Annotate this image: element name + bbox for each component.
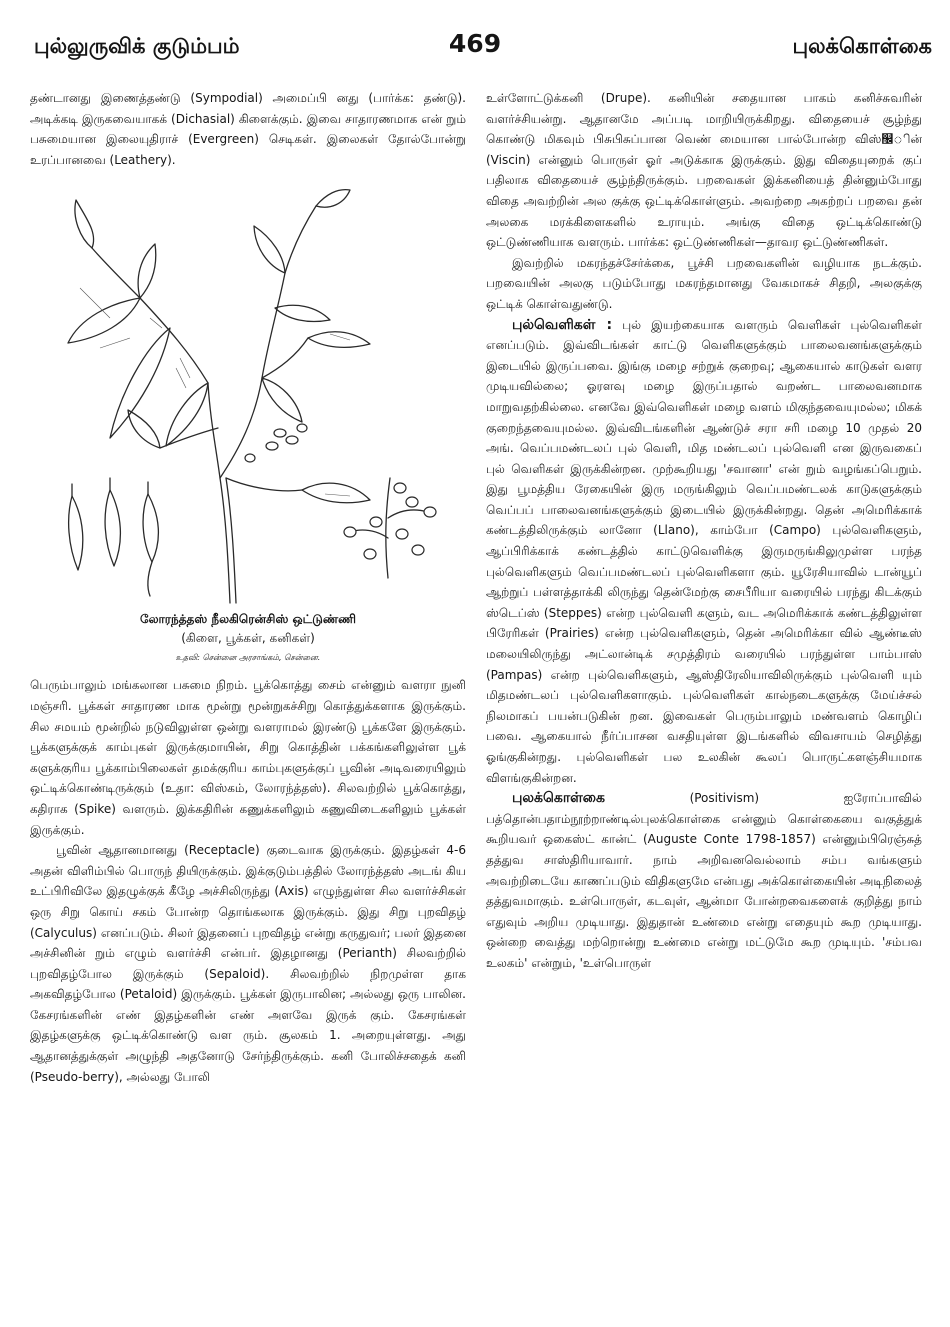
figure-caption-subtitle: (கிளை, பூக்கள், கனிகள்) [181,631,315,646]
left-column [30,88,466,1087]
entry-text-positivism: (Positivism) ஐரோப்பாவில் பத்தொன்பதாம்நூற்றாண்டில்புலக்கொள்கை என்னும் கொள்கையை வகுத்துக் கூறியவர் ஒகைஸ்ட் கான்ட் (Auguste Conte 1798-1857) என்னும்பிரெஞ்சுத் தத்துவ சாஸ்திரியாவார். நாம் அறிவனவெல்லாம் சம்ப வங்களும் அவற்றிடையே காணப்படும் விதிகளுமே என்பது அக்கொள்கையின் அடிநிலைத் தத்துவமாகும். உள்பொருள், கடவுள், ஆன்மா போன்றவைகளைக் குறித்து நாம் எதுவும் அறிய முடியாது. இதுதான் உண்மை என்று எதையும் கூற முடியாது. ஒன்றை வைத்து மற்றொன்று உண்மை என்று மட்டுமே கூற முடியும். 'சம்பவ உலகம்' என்றும், 'உள்பொருள் [486,791,922,970]
paragraph-stem-description: தண்டானது இணைத்தண்டு (Sympodial) அமைப்பி னது (பார்க்க: தண்டு). அடிக்கடி இருகவையாகக் (Dichasial) கிளைக்கும். இவை சாதாரணமாக என் றும் பசுமையான இலையுதிராச் (Evergreen) செடிகள். இலைகள் தோல்போன்று உரப்பானவை (Leathery). [30,91,466,167]
page-number: 469 [448,29,502,58]
paragraph-inflorescence: பெரும்பாலும் மங்கலான பசுமை நிறம். பூக்கொத்து சைம் என்னும் வளரா நுனி மஞ்சரி. பூக்கள் சாதாரண மாக மூன்று மூன்றுகச்சிறு கொத்துக்களாக இருக்கும். சில சமயம் மூன்றில் நடுவிலுள்ள ஒன்று வளராமல் இரண்டு பூக்களே இருக்கும். பூக்களுக்குக் காம்புகள் இருக்குமாயின், சிறு கொத்தின் பக்கங்களிலுள்ள பூக் களுக்குரிய பூக்காம்பிலைகள் தமக்குரிய காம்புகளுக்குப் பூவின் அடிவரையிலும் ஒட்டிக்கொண்டிருக்கும் (உதா: விஸ்கம், லோரந்த்தஸ்). சிலவற்றில் பூக்கொத்து, கதிராக (Spike) வளரும். இக்கதிரின் கணுக்களிலும் கணுவிடைகளிலும் பூக்கள் இருக்கும். [30,678,466,837]
loranthus-plant-illustration [40,178,460,608]
figure-caption-title: லோரந்த்தஸ் நீலகிரென்சிஸ் ஒட்டுண்ணி [140,612,356,627]
entry-text-grasslands: புல் இயற்கையாக வளரும் வெளிகள் புல்வெளிகள் எனப்படும். இவ்விடங்கள் காட்டு வெளிகளுக்கும் பாலைவனங்களுக்கும் இடையில் இருப்பவை. இங்கு மழை சற்றுக் குறைவு; ஆகையால் காடுகள் வளர முடியவில்லை; ஓரளவு மழை இருப்பதால் வறண்ட பாலைவனமாக மாறுவதற்கில்லை. எனவே இவ்வெளிகள் மழை வளம் மிகுந்தவையுமல்ல; மிகக் குறைந்தவையுமல்ல. இவ்விடங்களின் ஆண்டுச் சரா சரி மழை 10 முதல் 20 அங். வெப்பமண்டலப் புல் வெளி, மித மண்டலப் புல்வெளி என இருவகைப் புல் வெளிகள் இருக்கின்றன. முற்கூறியது 'சவானா' என் றும் வழங்கப்பெறும். இது பூமத்திய ரேகையின் இரு மருங்கிலும் வெப்பமண்டலக் காடுகளுக்கும் வெப்பப் பாலைவனங்களுக்கும் இடையில் இருக்கின்றது. தென் அமெரிக்காக் கண்டத்திலிருக்கும் லானோ (Llano), காம்போ (Campo) புல்வெளிகளும், ஆப்பிரிக்காக் கண்டத்தில் காட்டுவெளிக்கு இருமருங்கிலுமுள்ள பரந்த புல்வெளிகளும் வெப்பமண்டலப் புல்வெளிகளா கும். யூரேசியாவில் டான்யூப் ஆற்றுப் பள்ளத்தாக்கி லிருந்து தென்மேற்கு சைபீரியா வரையில் பரந்து கிடக்கும் ஸ்டெப்ஸ் (Steppes) என்ற புல்வெளி களும், வட அமெரிக்காக் கண்டத்திலுள்ள பிரேரிகள் (Prairies) என்ற புல்வெளிகளும், தென் அமெரிக்கா வில் ஆண்டீஸ் மலையிலிருந்து அட்லான்டிக் சமுத்திரம் வரையில் பரந்துள்ள பாம்பாஸ் (Pampas) என்ற புல்வெளிகளும், ஆஸ்திரேலியாவிலிருக்கும் புல்வெளி யும் மிதமண்டலப் புல்வெளிகளாகும். புல்வெளிகள் கால்நடைகளுக்கு மேய்ச்சல் நிலமாகப் பயன்படுகின் றன. இவைகள் பெரும்பாலும் மண்வளம் கொழிப் பவை. ஆகையால் நீர்ப்பாசன வசதியுள்ள இடங்களில் விவசாயம் செழித்து ஓங்குகின்றது. புல்வெளிகள் பல உலகின் கூலப் பொருட்களஞ்சியமாக விளங்குகின்றன. [486,317,922,785]
paragraph-receptacle: பூவின் ஆதானமானது (Receptacle) குடைவாக இருக்கும். இதழ்கள் 4-6 அதன் விளிம்பில் பொருந் தியிருக்கும். இக்குடும்பத்தில் லோரந்த்தஸ் அடங் கிய உட்பிரிவிலே இதழுக்குக் கீழே அச்சிலிருந்து (Axis) எழுந்துள்ள சில வளர்ச்சிகள் ஒரு சிறு கொய் சகம் போன்ற தொங்கலாக இருக்கும். இது சிறு புறவிதழ் (Calyculus) எனப்படும். சிலர் இதனைப் புறவிதழ் என்று கருதுவர்; பலர் இதனை அச்சினின் றும் எழும் வளர்ச்சி என்பர். இதழானது (Perianth) சிலவற்றில் புறவிதழ்போல இருக்கும் (Sepaloid). சிலவற்றில் நிறமுள்ள தாக அகவிதழ்போல (Petaloid) இருக்கும். பூக்கள் இருபாலின; அல்லது ஒரு பாலின. கேசரங்களின் எண் இதழ்களின் எண் அளவே இருக் கும். கேசரங்கள் இதழ்களுக்கு ஒட்டிக்கொண்டு வள ரும். சூலகம் 1. அறையுள்ளது. அது ஆதானத்துக்குள் அழுந்தி அதனோடு சேர்ந்திருக்கும். கனி போலிச்சதைக் கனி (Pseudo-berry), அல்லது போலி [30,843,466,1084]
running-head-right: புலக்கொள்கை [792,34,932,58]
paragraph-pollination: இவற்றில் மகரந்தச்சேர்க்கை, பூச்சி பறவைகளின் வழியாக நடக்கும். பறவையின் அலகு படும்போது மகரந்தமானது வேகமாகச் சிதறி, அலகுக்கு ஒட்டிக் கொள்வதுண்டு. [486,255,922,311]
paragraph-drupe: உள்ளோட்டுக்கனி (Drupe). கனியின் சதையான பாகம் கனிச்சுவரின் வளர்ச்சியன்று. ஆதானமே அப்படி மாறியிருக்கிறது. விதையைச் சூழ்ந்து கொண்டு மிகவும் பிசுபிசுப்பான வெண் மையான பால்போன்ற விஸ்஼ின் (Viscin) என்னும் பொருள் ஓர் அடுக்காக இருக்கும். இது விதையுறைக் குப் பதிலாக விதையைச் சூழ்ந்திருக்கும். பறவைகள் இக்கனியைத் தின்னும்போது விதை அவற்றின் அல குக்கு ஒட்டிக்கொள்ளும். அவற்றை அகற்றப் பறவை தன் அலகை மரக்கிளைகளில் உராயும். அங்கு விதை ஒட்டிக்கொண்டு ஒட்டுண்ணியாக வளரும். பார்க்க: ஒட்டுண்ணிகள்—தாவர ஒட்டுண்ணிகள். [486,91,922,250]
entry-grasslands [486,315,922,789]
entry-headword-positivism: புலக்கொள்கை [512,790,605,807]
figure-credit: உதவி: சென்னை அரசாங்கம், சென்னை. [175,653,321,663]
right-column [486,88,922,974]
running-head-left: புல்லுருவிக் குடும்பம் [34,34,240,58]
entry-positivism [486,788,922,973]
entry-headword-grasslands: புல்வெளிகள் : [512,316,613,333]
